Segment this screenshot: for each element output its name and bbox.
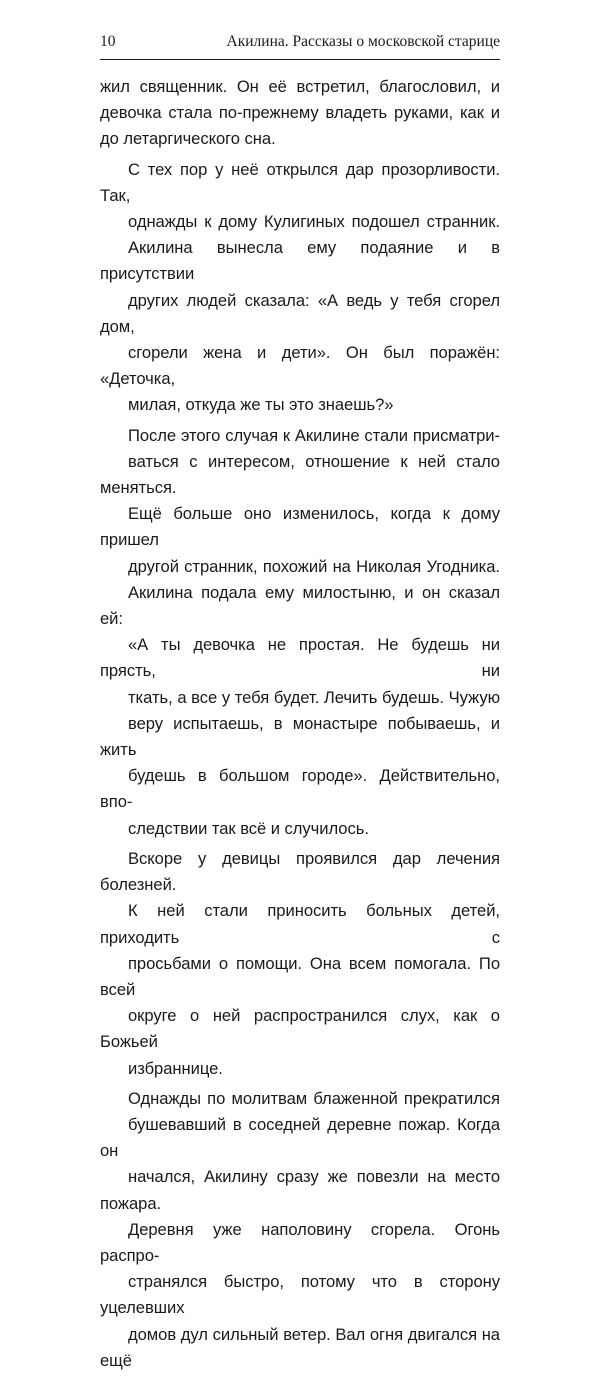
text-line: Ещё больше оно изменилось, когда к дому пришел bbox=[100, 504, 500, 550]
running-head-title: Акилина. Рассказы о московской старице bbox=[226, 33, 500, 50]
text-line: будешь в большом городе». Действительно, впо- bbox=[100, 766, 500, 812]
text-line: После этого случая к Акилине стали присматри- bbox=[128, 425, 500, 445]
text-line: избраннице. bbox=[128, 1058, 223, 1078]
text-line: Однажды по молитвам блаженной прекратился bbox=[128, 1088, 500, 1108]
running-head bbox=[100, 33, 500, 57]
text-line: странялся быстро, потому что в сторону уцелевших bbox=[100, 1272, 500, 1318]
header-divider bbox=[100, 59, 500, 60]
text-line: милая, откуда же ты это знаешь?» bbox=[128, 395, 394, 415]
text-line: округе о ней распространился слух, как о Божьей bbox=[100, 1006, 500, 1052]
paragraph-3 bbox=[100, 423, 500, 842]
text-line: веру испытаешь, в монастыре побываешь, и жить bbox=[100, 713, 500, 760]
text-line: ваться с интересом, отношение к ней стало меняться. bbox=[100, 451, 500, 498]
text-line: Вскоре у девицы проявился дар лечения болезней. bbox=[100, 848, 500, 895]
paragraph-1 bbox=[100, 74, 500, 153]
text-line: С тех пор у неё открылся дар прозорливости. Так, bbox=[100, 159, 500, 205]
text-line: Акилина подала ему милостыню, и он сказал ей: bbox=[100, 582, 500, 629]
text-line: однажды к дому Кулигиных подошел странник. bbox=[128, 212, 500, 232]
text-line: жил священник. Он её встретил, благословил, и bbox=[100, 77, 500, 96]
page-number: 10 bbox=[100, 33, 116, 50]
text-line: до летаргического сна. bbox=[100, 129, 276, 149]
paragraph-4 bbox=[100, 846, 500, 1082]
text-line: другой странник, похожий на Николая Угодника. bbox=[128, 556, 500, 576]
text-line: следствии так всё и случилось. bbox=[128, 818, 369, 838]
text-line: сгорели жена и дети». Он был поражён: «Деточка, bbox=[100, 343, 500, 389]
text-line: девочка стала по-прежнему владеть руками, как и bbox=[100, 103, 500, 123]
text-line: Деревня уже наполовину сгорела. Огонь распро- bbox=[100, 1219, 500, 1265]
text-line: начался, Акилину сразу же повезли на место пожара. bbox=[100, 1167, 500, 1213]
text-line: просьбами о помощи. Она всем помогала. По всей bbox=[100, 953, 500, 999]
text-line: К ней стали приносить больных детей, приходить с bbox=[100, 901, 500, 947]
paragraph-2 bbox=[100, 157, 500, 419]
paragraph-5 bbox=[100, 1086, 500, 1374]
text-line: «А ты девочка не простая. Не будешь ни прясть, ни bbox=[100, 635, 500, 681]
text-line: Акилина вынесла ему подаяние и в присутствии bbox=[100, 238, 500, 284]
text-line: домов дул сильный ветер. Вал огня двигался на ещё bbox=[100, 1324, 500, 1370]
body-text bbox=[100, 74, 500, 1378]
text-line: бушевавший в соседней деревне пожар. Когда он bbox=[100, 1114, 500, 1161]
text-line: ткать, а все у тебя будет. Лечить будешь. Чужую bbox=[128, 687, 500, 707]
text-line: других людей сказала: «А ведь у тебя сгорел дом, bbox=[100, 290, 500, 336]
